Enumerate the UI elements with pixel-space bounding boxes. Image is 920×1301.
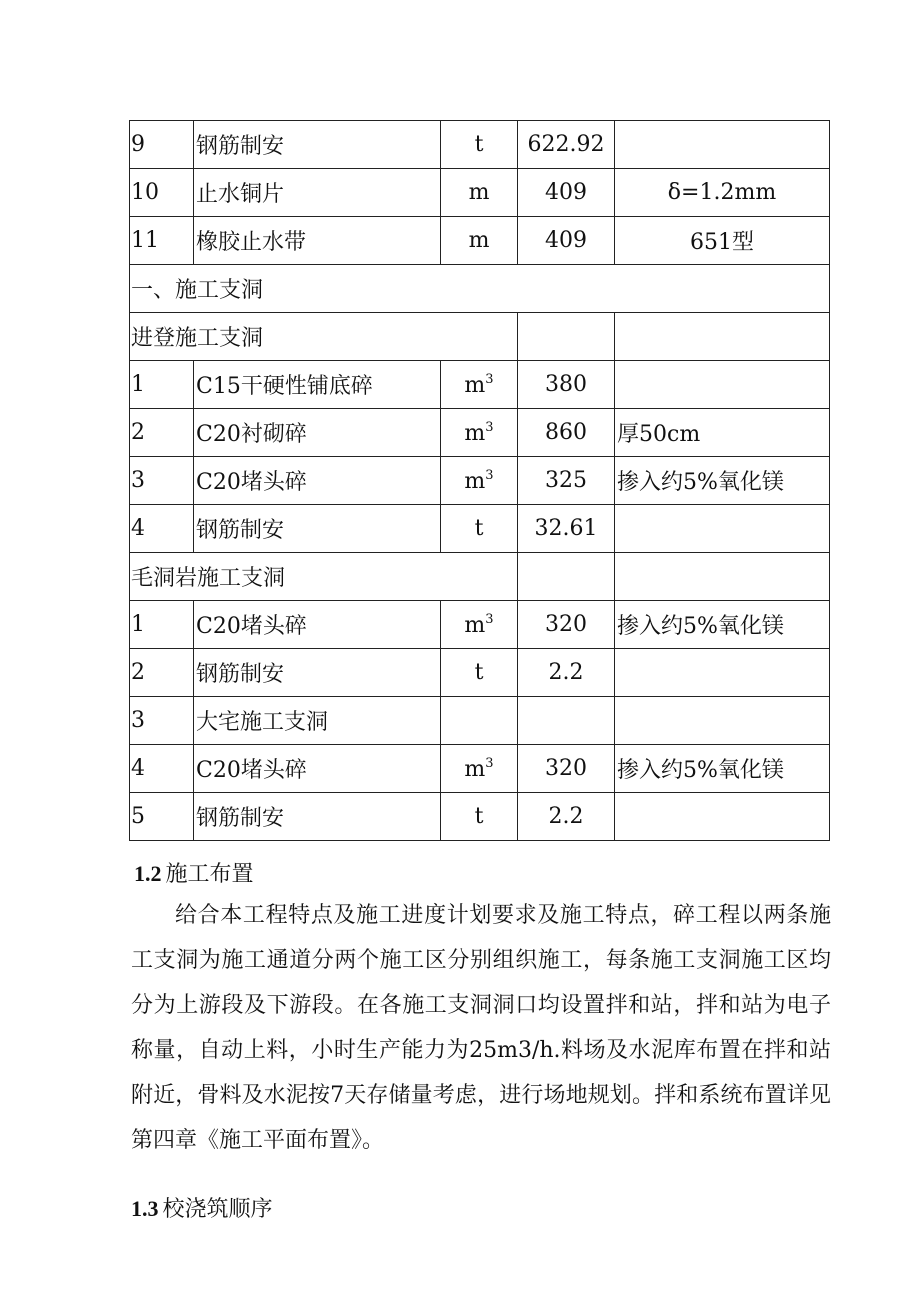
unit-label: t <box>474 516 484 541</box>
section-1-2-paragraph-block <box>131 893 831 1163</box>
qty-cell: 860 <box>518 409 615 457</box>
qty-cell: 409 <box>518 217 615 265</box>
qty-cell: 32.61 <box>518 505 615 553</box>
table-row <box>130 745 830 793</box>
number-cell: 3 <box>130 697 194 745</box>
table-row <box>130 601 830 649</box>
name-cell: 橡胶止水带 <box>194 217 441 265</box>
note-cell <box>615 505 830 553</box>
note-cell: 掺入约5%氧化镁 <box>615 745 830 793</box>
number-cell: 1 <box>130 361 194 409</box>
unit-superscript: 3 <box>485 371 494 387</box>
section-1-3-number: 1.3 <box>131 1196 159 1221</box>
unit-cell <box>441 697 518 745</box>
unit-cell <box>441 361 518 409</box>
section-1-3-title: 校浇筑顺序 <box>162 1197 273 1222</box>
qty-cell: 409 <box>518 169 615 217</box>
table-row <box>130 121 830 169</box>
unit-label: m <box>464 372 486 398</box>
qty-cell: 2.2 <box>518 649 615 697</box>
unit-label: m <box>468 228 490 253</box>
name-cell: 钢筋制安 <box>194 505 441 553</box>
number-cell: 2 <box>130 649 194 697</box>
unit-cell <box>441 169 518 217</box>
table-row <box>130 505 830 553</box>
name-cell: C20衬砌碎 <box>194 409 441 457</box>
group-heading-cell: 毛洞岩施工支洞 <box>130 553 518 601</box>
table-row <box>130 361 830 409</box>
name-cell: C20堵头碎 <box>194 457 441 505</box>
table-row <box>130 793 830 841</box>
number-cell: 4 <box>130 505 194 553</box>
unit-label: m <box>464 420 486 446</box>
unit-label: m <box>464 612 486 638</box>
name-cell: 钢筋制安 <box>194 121 441 169</box>
unit-label: m <box>468 180 490 205</box>
unit-superscript: 3 <box>485 611 494 627</box>
qty-cell: 320 <box>518 601 615 649</box>
unit-label: t <box>474 132 484 157</box>
unit-label: m <box>464 468 486 494</box>
number-cell: 10 <box>130 169 194 217</box>
section-1-2-number: 1.2 <box>134 861 162 886</box>
table-row <box>130 217 830 265</box>
note-cell <box>615 313 830 361</box>
table-row <box>130 457 830 505</box>
note-cell <box>615 697 830 745</box>
quantities-table-body <box>130 121 830 841</box>
number-cell: 11 <box>130 217 194 265</box>
number-cell: 9 <box>130 121 194 169</box>
number-cell: 4 <box>130 745 194 793</box>
qty-cell: 2.2 <box>518 793 615 841</box>
unit-label: m <box>464 756 486 782</box>
unit-cell <box>441 793 518 841</box>
unit-cell <box>441 649 518 697</box>
note-cell <box>615 553 830 601</box>
name-cell: 钢筋制安 <box>194 793 441 841</box>
quantities-table <box>129 120 830 841</box>
number-cell: 2 <box>130 409 194 457</box>
section-heading-cell: 一、施工支洞 <box>130 265 830 313</box>
qty-cell: 622.92 <box>518 121 615 169</box>
qty-cell: 380 <box>518 361 615 409</box>
name-cell: C20堵头碎 <box>194 745 441 793</box>
qty-cell <box>518 553 615 601</box>
note-cell <box>615 649 830 697</box>
table-row <box>130 697 830 745</box>
note-cell: 掺入约5%氧化镁 <box>615 601 830 649</box>
table-row <box>130 169 830 217</box>
unit-cell <box>441 745 518 793</box>
group-heading-cell: 进登施工支洞 <box>130 313 518 361</box>
unit-superscript: 3 <box>485 467 494 483</box>
number-cell: 3 <box>130 457 194 505</box>
name-cell: 止水铜片 <box>194 169 441 217</box>
section-1-3-heading <box>131 1192 273 1223</box>
name-cell: 大宅施工支洞 <box>194 697 441 745</box>
unit-cell <box>441 457 518 505</box>
table-row <box>130 649 830 697</box>
table-row <box>130 313 830 361</box>
table-row <box>130 265 830 313</box>
name-cell: 钢筋制安 <box>194 649 441 697</box>
number-cell: 5 <box>130 793 194 841</box>
note-cell: δ=1.2mm <box>615 169 830 217</box>
note-cell <box>615 121 830 169</box>
qty-cell <box>518 313 615 361</box>
unit-cell <box>441 217 518 265</box>
name-cell: C20堵头碎 <box>194 601 441 649</box>
note-cell: 厚50cm <box>615 409 830 457</box>
section-1-2-title: 施工布置 <box>165 862 254 887</box>
unit-cell <box>441 601 518 649</box>
note-cell: 651型 <box>615 217 830 265</box>
unit-cell <box>441 409 518 457</box>
unit-label: t <box>474 660 484 685</box>
qty-cell <box>518 697 615 745</box>
table-row <box>130 409 830 457</box>
section-1-2-heading <box>134 857 254 888</box>
note-cell <box>615 793 830 841</box>
unit-cell <box>441 121 518 169</box>
number-cell: 1 <box>130 601 194 649</box>
unit-cell <box>441 505 518 553</box>
name-cell: C15干硬性铺底碎 <box>194 361 441 409</box>
unit-label: t <box>474 804 484 829</box>
note-cell: 掺入约5%氧化镁 <box>615 457 830 505</box>
unit-superscript: 3 <box>485 419 494 435</box>
qty-cell: 325 <box>518 457 615 505</box>
section-1-2-paragraph: 给合本工程特点及施工进度计划要求及施工特点，碎工程以两条施工支洞为施工通道分两个施工区分别组织施工，每条施工支洞施工区均分为上游段及下游段。在各施工支洞洞口均设置拌和站，拌和站为电子称量，自动上料，小时生产能力为25m3/h.料场及水泥库布置在拌和站附近，骨料及水泥按7天存储量考虑，进行场地规划。拌和系统布置详见第四章《施工平面布置》。 <box>131 903 831 1153</box>
note-cell <box>615 361 830 409</box>
unit-superscript: 3 <box>485 755 494 771</box>
table-row <box>130 553 830 601</box>
qty-cell: 320 <box>518 745 615 793</box>
